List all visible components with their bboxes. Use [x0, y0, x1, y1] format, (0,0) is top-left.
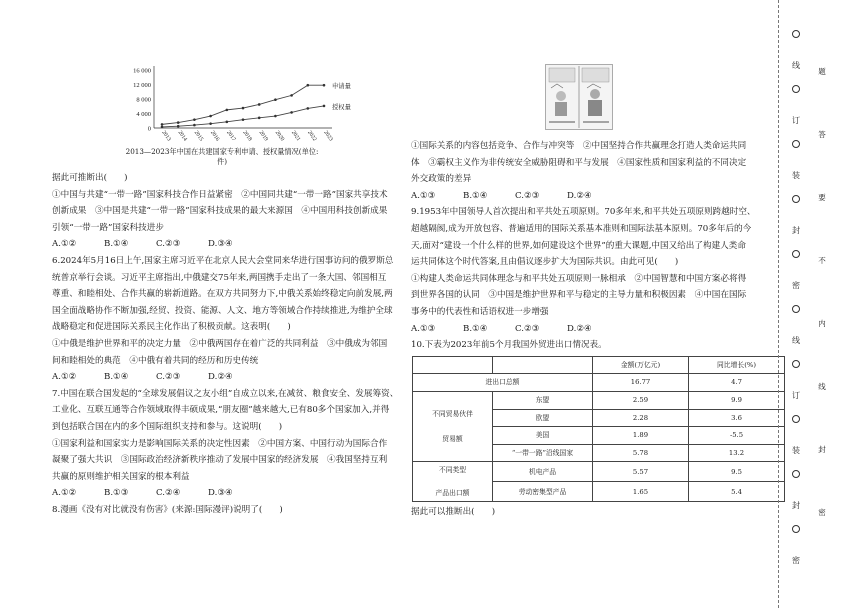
cartoon-illustration	[545, 64, 613, 130]
data-point	[290, 94, 293, 97]
binding-glyph: 装	[792, 446, 800, 455]
binding-glyph: 密	[792, 281, 800, 290]
q9-line: 超越隔阂,成为开放包容、普遍适用的国际关系基本准则和国际法基本原则。70多年后的今	[411, 223, 752, 234]
trade-table	[412, 356, 785, 503]
group1-label	[413, 391, 493, 461]
q8-choices	[411, 188, 787, 205]
table-header-growth: 同比增长(%)	[689, 356, 785, 374]
q7-choice-d[interactable]: D.③④	[208, 488, 233, 499]
data-point	[209, 115, 212, 118]
binding-note-glyph: 密	[818, 508, 826, 517]
x-tick-label: 2023	[322, 129, 334, 143]
data-point	[177, 125, 180, 128]
binding-strip-outer	[786, 0, 806, 608]
data-point	[323, 105, 326, 108]
x-tick-label: 2018	[241, 129, 253, 143]
cartoon-image	[545, 64, 613, 130]
y-tick-label: 16 000	[133, 67, 151, 75]
binding-circle	[789, 30, 803, 40]
binding-circle	[789, 415, 803, 425]
q6-choice-a[interactable]: A.①②	[52, 372, 77, 383]
q7-line: 工业化、互联互通等合作领域取得丰硕成果,“朋友圈”越来越大,已有80多个国家加入,并得	[52, 405, 390, 416]
q5-choice-d[interactable]: D.③④	[208, 239, 233, 250]
series-label: 申请量	[332, 83, 351, 91]
q9-choices	[411, 321, 787, 338]
q8-stem: 8.漫画《没有对比就没有伤害》(来源:国际漫评)说明了( )	[52, 504, 283, 515]
q5-options-line-3: 引领“一带一路”国家科技进步	[52, 222, 164, 233]
data-point	[242, 107, 245, 110]
partner-name: 东盟	[493, 391, 593, 409]
data-point	[242, 118, 245, 121]
partner-amount: 1.89	[593, 427, 689, 445]
binding-note-glyph: 不	[818, 256, 826, 265]
q8-option-line: 体 ③霸权主义作为非传统安全威胁阻碍和平与发展 ④国家性质和国家利益的不同决定	[411, 157, 747, 168]
q8-choice-c[interactable]: C.②③	[515, 190, 540, 201]
binding-glyph: 线	[792, 61, 800, 70]
right-column	[411, 64, 787, 521]
data-point	[193, 118, 196, 121]
data-point	[258, 117, 261, 120]
partner-name: “一带一路”沿线国家	[493, 444, 593, 462]
product-growth: 9.5	[689, 462, 785, 482]
partner-name: 美国	[493, 427, 593, 445]
q9-line: 到世界各国的认同 ③中国是维护世界和平与稳定的主导力量和积极因素 ④中国在国际	[411, 290, 747, 301]
q9-line: 天,面对“建设一个什么样的世界,如何建设这个世界”的重大课题,中国又给出了构建人类命	[411, 240, 746, 251]
q7-choice-c[interactable]: C.②④	[156, 488, 181, 499]
binding-circle	[789, 360, 803, 370]
binding-glyph: 线	[792, 336, 800, 345]
data-point	[161, 126, 164, 129]
y-tick-label: 4 000	[136, 110, 151, 118]
q6-choice-b[interactable]: B.①④	[104, 372, 129, 383]
data-point	[274, 98, 277, 101]
y-tick-label: 12 000	[133, 81, 151, 89]
q5-stem: 据此可推断出( )	[52, 173, 128, 183]
q5-choice-b[interactable]: B.①④	[104, 239, 129, 250]
partner-growth: -5.5	[689, 427, 785, 445]
binding-glyph: 封	[792, 226, 800, 235]
q9-choice-a[interactable]: A.①③	[411, 323, 436, 334]
product-name: 机电产品	[493, 462, 593, 482]
binding-strip-inner	[812, 0, 832, 608]
q6-choice-d[interactable]: D.②④	[208, 372, 233, 383]
binding-note-glyph: 内	[818, 319, 826, 328]
table-header-cell	[493, 356, 593, 374]
q9-choice-c[interactable]: C.②③	[515, 323, 540, 334]
binding-note-glyph: 题	[818, 67, 826, 76]
product-amount: 1.65	[593, 482, 689, 502]
data-point	[307, 84, 310, 87]
x-tick-label: 2020	[273, 129, 286, 143]
table-row	[413, 391, 785, 409]
x-tick-label: 2016	[208, 129, 221, 143]
y-tick-label: 0	[147, 125, 151, 133]
binding-glyph: 装	[792, 171, 800, 180]
q6-line: 统普京举行会谈。习近平主席指出,中俄建交75年来,两国携手走出了一条大国、邻国相互	[52, 272, 387, 283]
q8-option-line: ①国际关系的内容包括竞争、合作与冲突等 ②中国坚持合作共赢理念打造人类命运共同	[411, 141, 747, 151]
q7-choices	[52, 485, 410, 502]
q9-line: 9.1953年中国领导人首次提出和平共处五项原则。70多年来,和平共处五项原则跨越时空、	[411, 207, 756, 218]
q5-options-line-2: 创新成果 ③中国是共建“一带一路”国家科技成果的最大来源国 ④中国用科技创新成果	[52, 206, 388, 217]
total-growth: 4.7	[689, 374, 785, 392]
q6-line: 战略稳定和促进国际关系民主化作出了积极贡献。这表明( )	[52, 322, 291, 333]
q9-line: 运共同体这个时代答案,且由倡议逐步扩大为国际共识。由此可见( )	[411, 257, 679, 268]
data-point	[226, 109, 229, 112]
partner-amount: 2.59	[593, 391, 689, 409]
binding-circle	[789, 525, 803, 535]
x-tick-label: 2014	[176, 129, 188, 143]
series-label: 授权量	[332, 103, 351, 111]
product-growth: 5.4	[689, 482, 785, 502]
partner-growth: 9.9	[689, 391, 785, 409]
table-row	[413, 462, 785, 482]
q5-options-line-1: ①中国与共建“一带一路”国家科技合作日益紧密 ②中国同共建“一带一路”国家共享技术	[52, 189, 388, 200]
binding-circle	[789, 470, 803, 480]
y-tick-label: 8 000	[136, 96, 151, 104]
left-column	[52, 58, 410, 518]
table-header-cell	[413, 356, 493, 374]
group1-label-a: 不同贸易伙伴	[432, 410, 473, 418]
binding-note-glyph: 答	[818, 130, 826, 139]
data-point	[161, 123, 164, 126]
x-tick-label: 2013	[160, 129, 172, 143]
chart-caption: 2013—2023年中国在共建国家专利申请、授权量情况(单位:件)	[125, 147, 319, 166]
x-tick-label: 2021	[289, 129, 302, 143]
q7-line: 共赢的原则维护相关国家的根本利益	[52, 471, 190, 482]
binding-note-glyph: 封	[818, 445, 826, 454]
table-header-row	[413, 356, 785, 374]
q10-stem: 10.下表为2023年前5个月我国外贸进出口情况表。	[411, 340, 607, 351]
q8-option-line: 外交政策的差异	[411, 174, 472, 185]
q6-line: 尊重、和睦相处、合作共赢的崭新道路。在双方共同努力下,中俄关系始终稳定向前发展,两	[52, 289, 393, 300]
group2-label-b: 产品出口额	[435, 488, 470, 497]
binding-glyph: 订	[792, 391, 800, 400]
group2-label-a: 不同类型	[438, 466, 467, 475]
q8-choice-d[interactable]: D.②④	[567, 190, 592, 201]
data-point	[209, 122, 212, 125]
q6-line: 间和睦相处的典范 ④中俄有着共同的经历和历史传统	[52, 355, 259, 366]
data-point	[193, 124, 196, 127]
data-point	[307, 107, 310, 110]
table-row	[413, 374, 785, 392]
q7-line: ①国家利益和国家实力是影响国际关系的决定性因素 ②中国方案、中国行动为国际合作	[52, 438, 388, 449]
q9-choice-b[interactable]: B.①④	[463, 323, 488, 334]
q5-choice-a[interactable]: A.①②	[52, 239, 77, 250]
binding-glyph: 封	[792, 501, 800, 510]
group1-label-b: 贸易额	[442, 434, 463, 443]
data-point	[226, 121, 229, 124]
binding-circle	[789, 85, 803, 95]
binding-divider	[778, 0, 779, 608]
binding-circle	[789, 195, 803, 205]
data-point	[177, 121, 180, 124]
binding-circle	[789, 305, 803, 315]
binding-glyph: 订	[792, 116, 800, 125]
q6-line: 6.2024年5月16日上午,国家主席习近平在北京人民大会堂同来华进行国事访问的俄罗斯总	[52, 255, 394, 266]
partner-name: 欧盟	[493, 409, 593, 427]
x-tick-label: 2015	[192, 129, 205, 143]
product-name: 劳动密集型产品	[493, 482, 593, 502]
total-label: 进出口总额	[413, 374, 593, 392]
q8-choice-a[interactable]: A.①③	[411, 190, 436, 201]
q7-line: 到包括联合国在内的多个国际组织支持和参与。这说明( )	[52, 421, 283, 432]
q9-line: ①构建人类命运共同体理念与和平共处五项原则一脉相承 ②中国智慧和中国方案必将得	[411, 273, 747, 284]
partner-growth: 3.6	[689, 409, 785, 427]
q6-line: ①中俄是维护世界和平的决定力量 ②中俄两国存在着广泛的共同利益 ③中俄成为邻国	[52, 338, 388, 349]
partner-amount: 5.78	[593, 444, 689, 462]
q7-line: 凝聚了强大共识 ③国际政治经济新秩序推动了发展中国家的经济发展 ④我国坚持互利	[52, 455, 388, 466]
q5-choice-c[interactable]: C.②③	[156, 239, 181, 250]
total-amount: 16.77	[593, 374, 689, 392]
q5-choices	[52, 236, 410, 253]
q6-choices	[52, 369, 410, 386]
binding-circle	[789, 140, 803, 150]
x-tick-label: 2017	[225, 129, 237, 143]
data-point	[274, 115, 277, 118]
group2-label	[413, 462, 493, 502]
q8-choice-b[interactable]: B.①④	[463, 190, 488, 201]
x-tick-label: 2019	[257, 129, 269, 143]
data-point	[290, 111, 293, 114]
q6-line: 国全面战略协作不断加强,经贸、投资、能源、人文、地方等领域合作持续推进,为维护全球	[52, 305, 393, 316]
data-point	[323, 84, 326, 87]
binding-circle	[789, 250, 803, 260]
q7-choice-a[interactable]: A.①②	[52, 488, 77, 499]
q6-choice-c[interactable]: C.②③	[156, 372, 181, 383]
q9-choice-d[interactable]: D.②④	[567, 323, 592, 334]
patent-chart	[102, 58, 362, 170]
q7-choice-b[interactable]: B.①③	[104, 488, 129, 499]
data-point	[258, 103, 261, 106]
q10-tail: 据此可以推断出( )	[411, 507, 496, 518]
q7-line: 7.中国在联合国发起的“全球发展倡议之友小组”自成立以来,在减贫、粮食安全、发展筹资、	[52, 388, 399, 399]
binding-note-glyph: 线	[818, 382, 826, 391]
binding-glyph: 密	[792, 556, 800, 565]
partner-amount: 2.28	[593, 409, 689, 427]
q9-line: 事务中的代表性和话语权进一步增强	[411, 306, 549, 317]
x-tick-label: 2022	[306, 129, 318, 143]
product-amount: 5.57	[593, 462, 689, 482]
table-header-amount: 金额(万亿元)	[593, 356, 689, 374]
binding-note-glyph: 要	[818, 193, 826, 202]
partner-growth: 13.2	[689, 444, 785, 462]
